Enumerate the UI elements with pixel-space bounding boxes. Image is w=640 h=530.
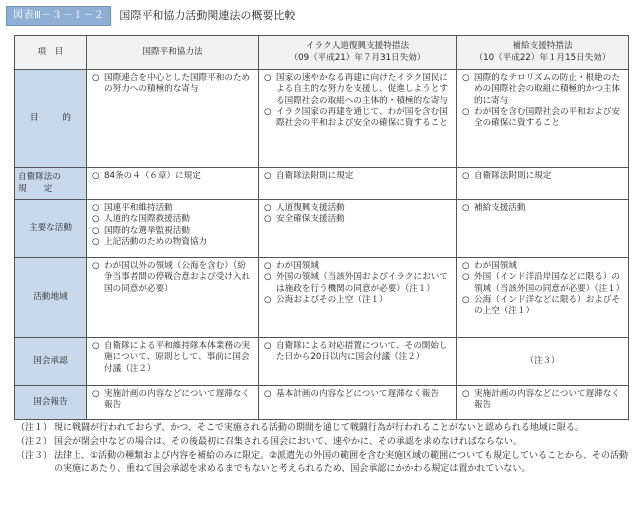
list-item (462, 73, 623, 107)
bullet-icon: ○ (264, 107, 272, 118)
list-item (264, 389, 451, 400)
bullet-icon: ○ (92, 171, 100, 181)
bullet-icon: ○ (92, 214, 100, 225)
footnote (16, 422, 628, 435)
bullet-icon: ○ (264, 171, 272, 181)
footnote-text: 国会が閉会中などの場合は、その後最初に召集される国会において、速やかに、その承認を求めなければならない。 (54, 437, 522, 448)
list-item-text: 国際的なテロリズムの防止・根絶のための国際社会の取組に積極的かつ主体的に寄与 (474, 73, 621, 106)
list-item-text: わが国領域 (474, 261, 517, 271)
list-item (264, 261, 451, 272)
header-item: 項 目 (15, 36, 87, 70)
list-item (264, 341, 451, 364)
list-item (92, 341, 253, 375)
list-item-text: 自衛隊法附則に規定 (276, 171, 354, 181)
list-item (264, 214, 451, 225)
footnote-text: 現に戦闘が行われておらず、かつ、そこで実施される活動の期間を通じて戦闘行為が行われることがないと認められる地域に限る。 (54, 423, 584, 433)
list-item-text: 自衛隊による平和維持隊本体業務の実施について、原則として、事前に国会付議（注２） (104, 341, 251, 374)
list-item (462, 203, 623, 214)
list-item-text: 実施計画の内容などについて遅滞なく報告 (104, 389, 250, 411)
bullet-icon: ○ (462, 171, 470, 181)
table-row (15, 70, 629, 168)
list-item-text: 自衛隊法附則に規定 (474, 171, 552, 181)
figure-header (6, 6, 295, 26)
list-item-text: わが国を含む国際社会の平和および安全の確保に資すること (474, 107, 621, 129)
header-law2: イラク人道復興支援特措法 （09（平成21）年７月31日失効） (259, 36, 457, 70)
bullet-icon: ○ (462, 261, 470, 271)
bullet-icon: ○ (92, 341, 100, 351)
list-item (462, 261, 623, 272)
list-item-text: 人道復興支援活動 (276, 203, 345, 213)
header-law3: 補給支援特措法 （10（平成22）年１月15日失効） (457, 36, 629, 70)
bullet-icon: ○ (92, 225, 100, 236)
footnote (16, 450, 628, 476)
list-item (92, 226, 253, 237)
area-law3 (457, 258, 629, 338)
sdf-law-law1 (87, 168, 259, 200)
bullet-icon: ○ (264, 203, 272, 213)
diet-approval-law1 (87, 338, 259, 386)
list-item-text: 補給支援活動 (474, 203, 526, 213)
bullet-icon: ○ (264, 295, 272, 306)
list-item-text: 自衛隊による対応措置について、その開始した日から20日以内に国会付議（注２） (276, 341, 448, 363)
row-label-area: 活動地域 (15, 258, 87, 338)
list-item-text: 基本計画の内容などについて遅滞なく報告 (276, 389, 440, 399)
list-item (264, 73, 451, 107)
figure-label: 図表Ⅲ－３－１－２ (6, 6, 111, 25)
diet-report-law3 (457, 386, 629, 420)
list-item (462, 171, 623, 182)
table-row (15, 386, 629, 420)
row-label-activities: 主要な活動 (15, 200, 87, 258)
bullet-icon: ○ (264, 272, 272, 283)
list-item (264, 295, 451, 306)
list-item (92, 214, 253, 225)
bullet-icon: ○ (92, 73, 100, 83)
bullet-icon: ○ (92, 389, 100, 399)
table-row (15, 200, 629, 258)
list-item (462, 389, 623, 412)
list-item-text: イラク国家の再建を通じて、わが国を含む国際社会の平和および安全の確保に資すること (276, 107, 448, 129)
activities-law2 (259, 200, 457, 258)
area-law2 (259, 258, 457, 338)
table-row (15, 338, 629, 386)
list-item-text: 国家の速やかなる再建に向けたイラク国民による自主的な努力を支援し、促進しようとする国際社会の取組への主体的・積極的な寄与 (276, 73, 448, 106)
bullet-icon: ○ (462, 203, 470, 213)
activities-law1 (87, 200, 259, 258)
bullet-icon: ○ (92, 203, 100, 213)
list-item-text: 国際的な選挙監視活動 (104, 225, 190, 236)
bullet-icon: ○ (264, 261, 272, 271)
footnote-label: （注２） (16, 437, 53, 448)
table-row (15, 258, 629, 338)
bullet-icon: ○ (462, 73, 470, 83)
row-label-purpose: 目 的 (15, 70, 87, 168)
list-item (462, 107, 623, 130)
list-item-text: わが国以外の領域（公海を含む）（紛争当事者間の停戦合意および受け入れ国の同意が必要） (104, 261, 251, 294)
row-label-diet-report: 国会報告 (15, 386, 87, 420)
list-item (92, 171, 253, 182)
bullet-icon: ○ (92, 261, 100, 271)
bullet-icon: ○ (92, 237, 100, 248)
list-item-text: 外国の領域（当該外国およびイラクにおいては施政を行う機関の同意が必要）（注１） (276, 272, 448, 294)
list-item (92, 261, 253, 295)
bullet-icon: ○ (462, 272, 470, 283)
sdf-law-law2 (259, 168, 457, 200)
diet-report-law2 (259, 386, 457, 420)
list-item-text: 公海およびその上空（注１） (276, 295, 388, 306)
list-item (264, 272, 451, 295)
diet-approval-law3: （注３） (457, 338, 629, 386)
bullet-icon: ○ (462, 107, 470, 118)
bullet-icon: ○ (264, 73, 272, 83)
area-law1 (87, 258, 259, 338)
footnote-label: （注１） (16, 423, 53, 433)
list-item-text: わが国領域 (276, 261, 319, 271)
purpose-law3 (457, 70, 629, 168)
list-item-text: 公海（インド洋などに限る）およびその上空（注１） (474, 295, 621, 317)
comparison-table (14, 35, 629, 420)
footnote-label: （注３） (16, 451, 53, 462)
figure-title: 国際平和協力活動関連法の概要比較 (119, 8, 296, 22)
row-label-sdf-law: 自衛隊法の 規 定 (15, 168, 87, 200)
bullet-icon: ○ (264, 341, 272, 351)
list-item-text: 外国（インド洋沿岸国などに限る）の領域（当該外国の同意が必要）（注１） (474, 272, 625, 294)
diet-report-law1 (87, 386, 259, 420)
list-item (264, 203, 451, 214)
list-item-text: 実施計画の内容などについて遅滞なく報告 (474, 389, 620, 411)
header-law1: 国際平和協力法 (87, 36, 259, 70)
footnote (16, 436, 628, 449)
list-item (462, 295, 623, 318)
list-item (92, 73, 253, 96)
sdf-law-law3 (457, 168, 629, 200)
list-item-text: 上記活動のための物資協力 (104, 237, 208, 248)
list-item (92, 203, 253, 214)
list-item (264, 171, 451, 182)
bullet-icon: ○ (264, 214, 272, 225)
list-item-text: 国際連合を中心とした国際平和のための努力への積極的な寄与 (104, 73, 251, 95)
footnotes (16, 422, 628, 477)
list-item (92, 389, 253, 412)
table-row (15, 168, 629, 200)
bullet-icon: ○ (462, 389, 470, 399)
purpose-law1 (87, 70, 259, 168)
list-item-text: 安全確保支援活動 (276, 214, 345, 225)
table-header-row (15, 36, 629, 70)
list-item (92, 237, 253, 248)
bullet-icon: ○ (264, 389, 272, 399)
list-item (462, 272, 623, 295)
row-label-diet-approval: 国会承認 (15, 338, 87, 386)
list-item-text: 国連平和維持活動 (104, 203, 173, 213)
diet-approval-law2 (259, 338, 457, 386)
list-item (264, 107, 451, 130)
list-item-text: 人道的な国際救援活動 (104, 214, 190, 225)
activities-law3 (457, 200, 629, 258)
footnote-text: 法律上、①活動の種類および内容を補給のみに限定。②派遣先の外国の範囲を含む実施区域の範囲についても規定していることから、その活動の実施にあたり、重ねて国会承認を求めるまでもないと考えられるため、国会承認にかかわる規定は置かれていない。 (54, 451, 628, 475)
list-item-text: 84条の４（６章）に規定 (104, 171, 201, 181)
bullet-icon: ○ (462, 295, 470, 306)
purpose-law2 (259, 70, 457, 168)
